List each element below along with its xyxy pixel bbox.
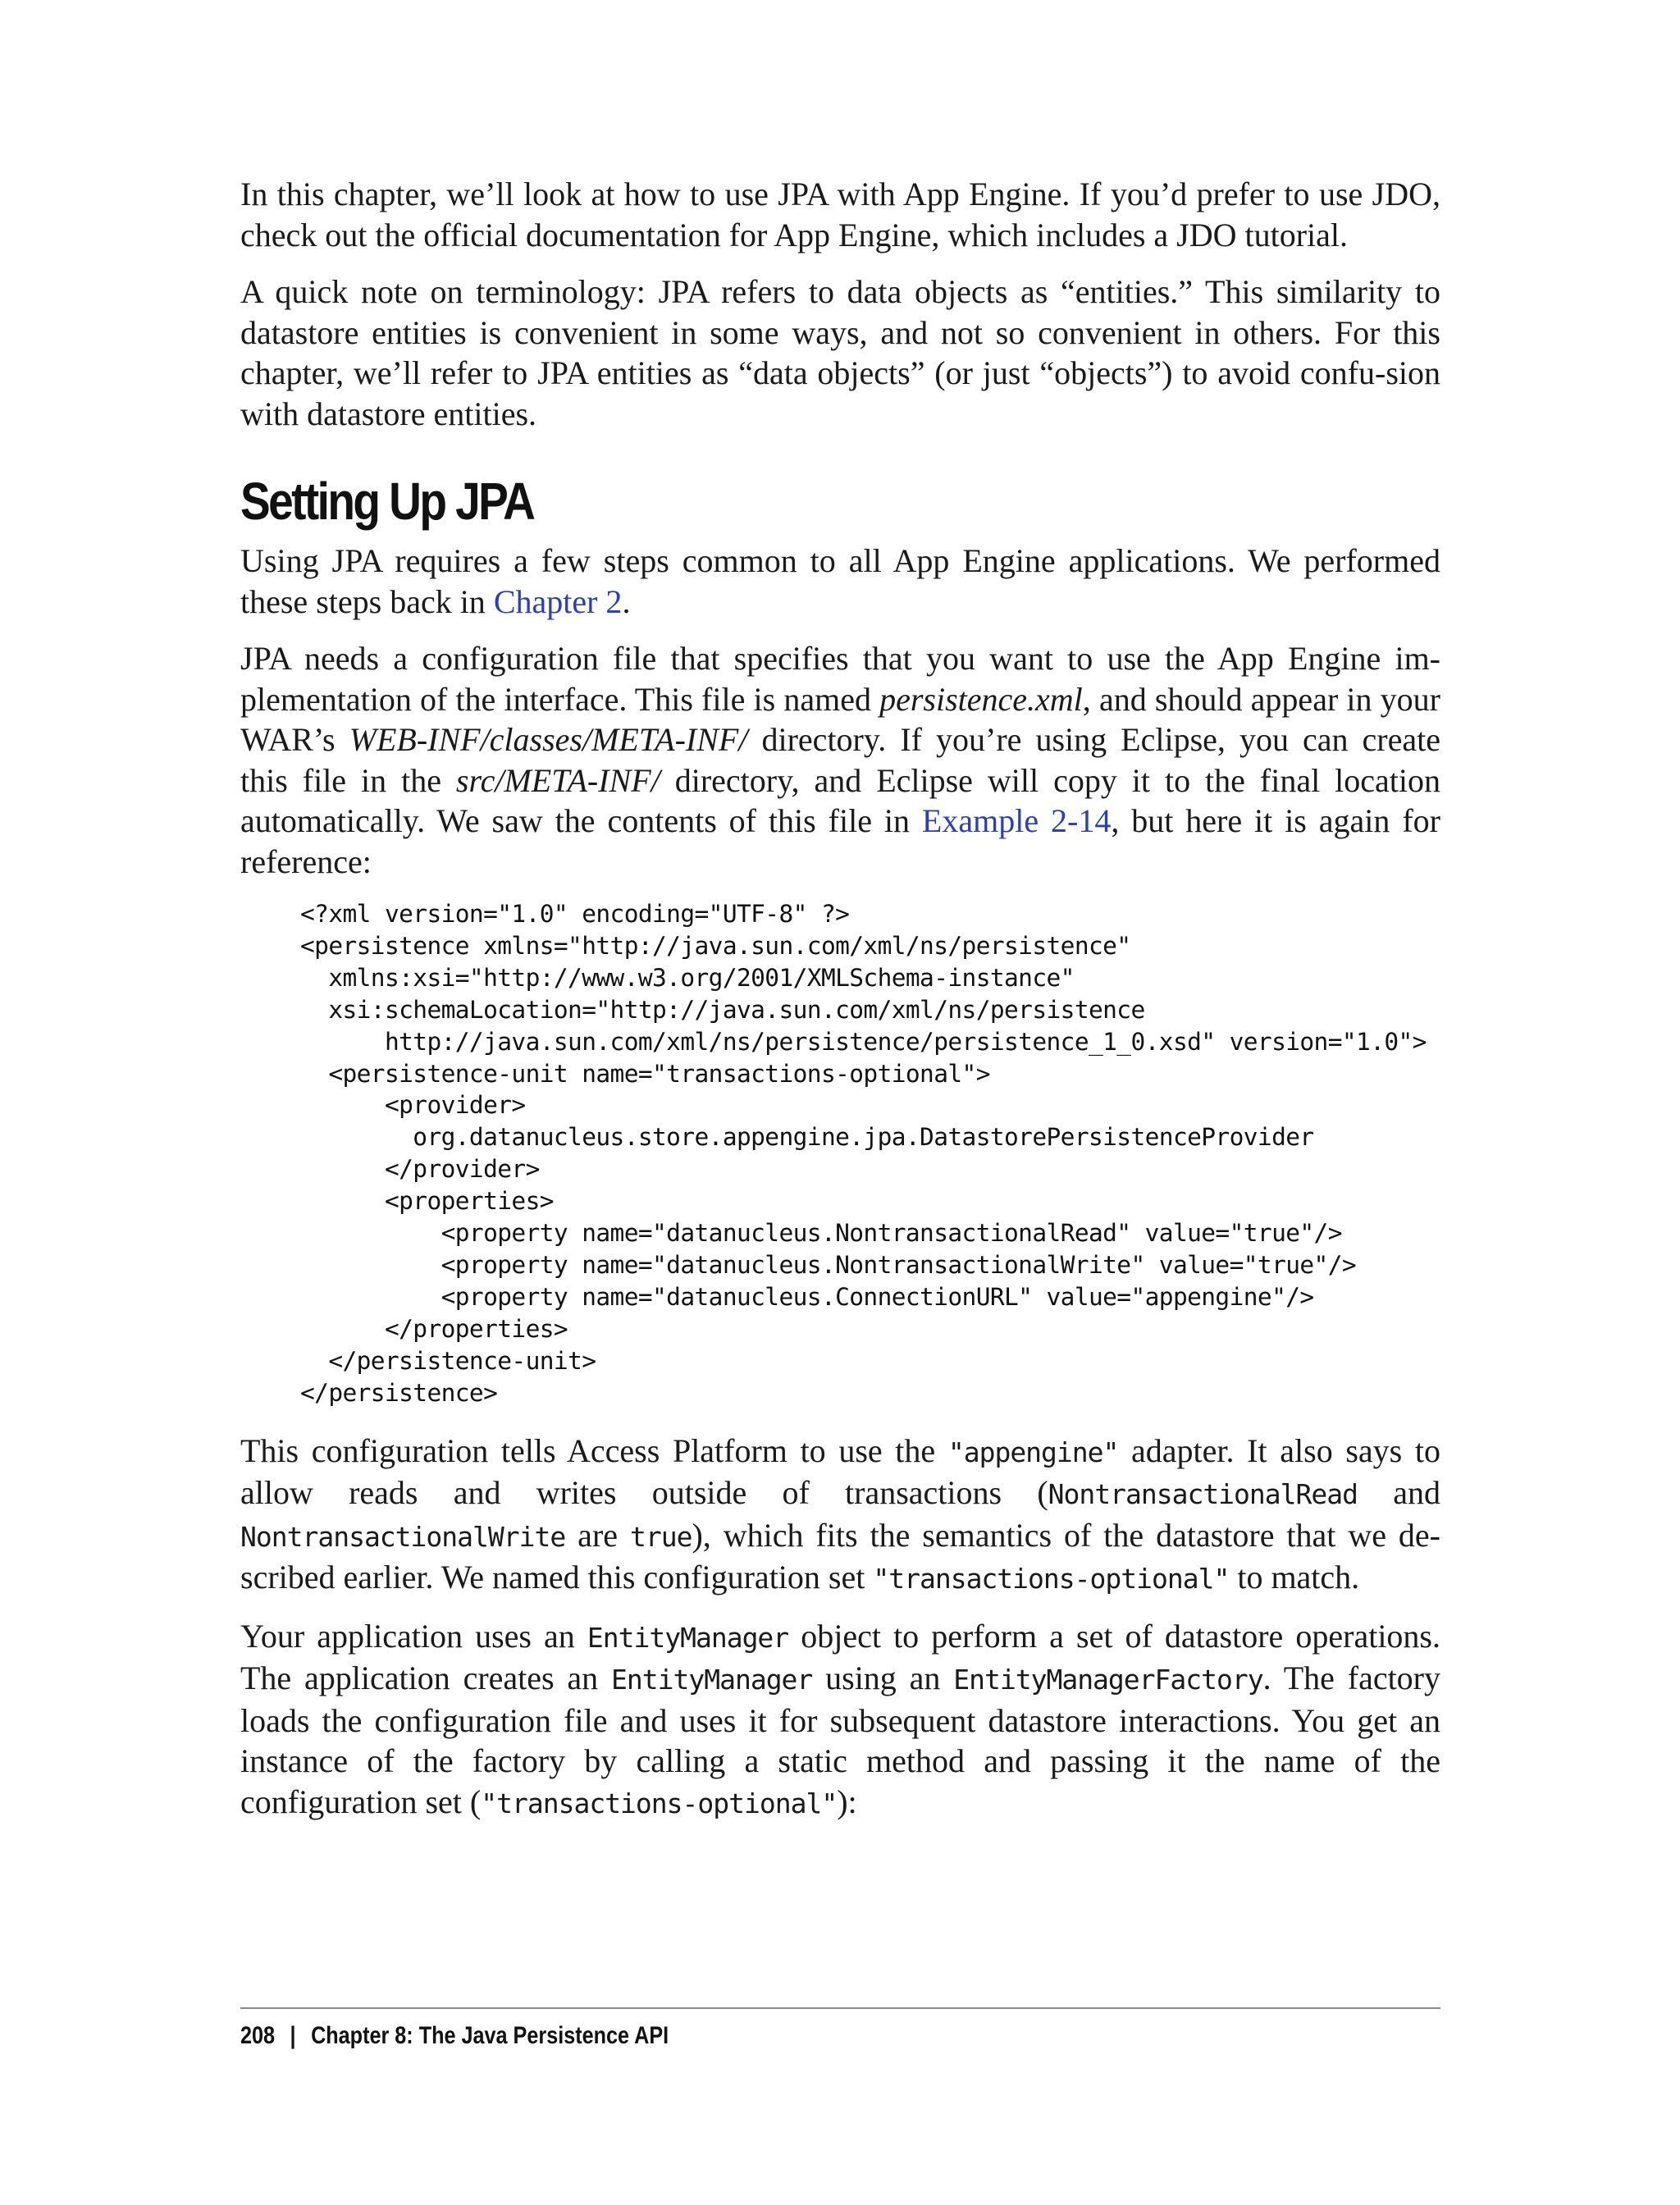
intro-paragraph: In this chapter, we’ll look at how to use JPA with App Engine. If you’d prefer to use JDO, check out the official documentation for App Engine, which includes a JDO tutorial. bbox=[240, 176, 1440, 253]
page-content bbox=[240, 174, 1440, 1840]
code-true: true bbox=[629, 1520, 692, 1553]
chapter-2-link[interactable]: Chapter 2 bbox=[493, 582, 623, 620]
chapter-title: Chapter 8: The Java Persistence API bbox=[311, 2022, 669, 2049]
path-web-inf: WEB-INF/classes/META-INF/ bbox=[349, 721, 748, 758]
page-number: 208 bbox=[240, 2022, 276, 2049]
footer-divider bbox=[240, 2007, 1440, 2009]
entity-manager-paragraph: Your application uses an EntityManager object to perform a set of datastore operations. The application creates an EntityManager using an EntityManagerFactory. The factory loads the configuration file and uses it for subsequent datastore interactions. You get an instance of the factory by calling a static method and passing it the name of the configuration set ("transactions-optional"): bbox=[240, 1617, 1441, 1820]
filename-persistence-xml: persistence.xml bbox=[879, 680, 1083, 718]
terminology-paragraph: A quick note on terminology: JPA refers to data objects as “entities.” This similarity to datastore entities is convenient in some ways, and not so convenient in others. For this chapter, we’ll refer to JPA entities as “data objects” (or just “objects”) to avoid confu-sion with datastore entities. bbox=[240, 273, 1440, 432]
code-nontransactional-read: NontransactionalRead bbox=[1048, 1478, 1358, 1510]
page-footer bbox=[240, 2020, 669, 2052]
footer-separator: | bbox=[290, 2022, 296, 2049]
code-transactions-optional: "transactions-optional" bbox=[873, 1563, 1230, 1595]
persistence-xml-code-block: <?xml version="1.0" encoding="UTF-8" ?> <persistence xmlns="http://java.sun.com/xml/ns/persistence" xmlns:xsi="http://www.w3.org/2001/XMLSchema-instance" xsi:schemaLocation="http://java.sun.com/xml/ns/persistence http://java.sun.com/xml/ns/persistence/persistence_1_0.xsd" version="1.0"> <persistence-unit name="transactions-optional"> <provider> org.datanucleus.store.appengine.jpa.DatastorePersistenceProvider </provider> <properties> <property name="datanucleus.NontransactionalRead" value="true"/> <property name="datanucleus.NontransactionalWrite" value="true"/> <property name="datanucleus.ConnectionURL" value="appengine"/> </properties> </persistence-unit> </persistence> bbox=[300, 900, 1427, 1407]
config-file-paragraph: JPA needs a configuration file that specifies that you want to use the App Engine im-plementation of the interface. This file is named persistence.xml, and should appear in your WAR’s WEB-INF/classes/META-INF/ directory. If you’re using Eclipse, you can create this file in the src/META-INF/ directory, and Eclipse will copy it to the final location automatically. We saw the contents of this file in Example 2-14, but here it is again for reference: bbox=[240, 640, 1440, 880]
code-transactions-optional-2: "transactions-optional" bbox=[481, 1787, 838, 1819]
code-entity-manager-factory: EntityManagerFactory bbox=[953, 1664, 1263, 1696]
code-nontransactional-write: NontransactionalWrite bbox=[240, 1520, 566, 1553]
code-entity-manager-2: EntityManager bbox=[611, 1664, 813, 1696]
section-heading: Setting Up JPA bbox=[240, 472, 534, 531]
path-src-meta-inf: src/META-INF/ bbox=[455, 761, 660, 799]
setup-paragraph: Using JPA requires a few steps common to all App Engine applications. We performed these steps back in Chapter 2. bbox=[240, 542, 1440, 620]
example-2-14-link[interactable]: Example 2-14 bbox=[921, 802, 1112, 839]
config-explanation-paragraph: This configuration tells Access Platform to use the "appengine" adapter. It also says to allow reads and writes outside of transactions (NontransactionalRead and NontransactionalWrite are true), which fits the semantics of the datastore that we de-scribed earlier. We named this configuration set "transactions-optional" to match. bbox=[240, 1431, 1441, 1596]
code-entity-manager: EntityManager bbox=[587, 1621, 789, 1654]
code-appengine: "appengine" bbox=[947, 1436, 1119, 1468]
